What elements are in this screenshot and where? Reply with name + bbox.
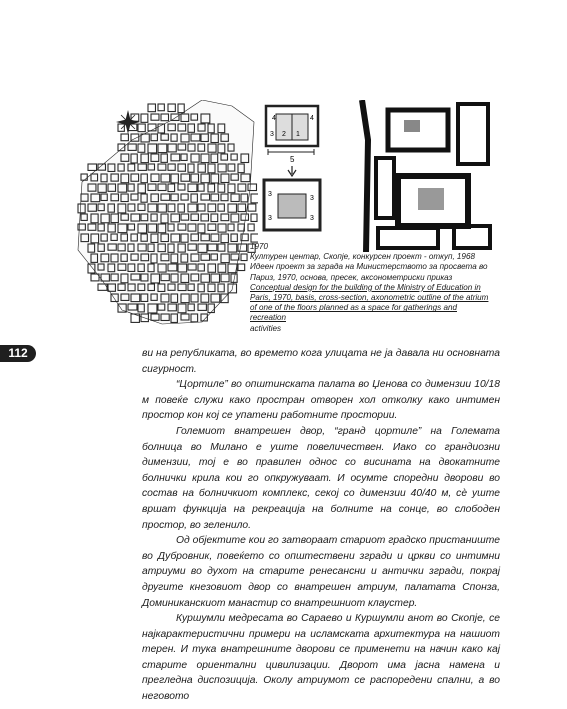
room-number: 3 bbox=[268, 191, 272, 198]
room-number: 3 bbox=[310, 195, 314, 202]
city-plan-figure bbox=[72, 100, 258, 326]
body-paragraph: Големиот внатрешен двор, “гранд цортиле” на Големата болница во Милано е уште повеличествен. Иако со грандиозни димензии, тој е во правилен однос со висината на двокатните болнички крила кои го опкружуваат. И осумте споредни дворови во состав на болничкиот комплекс, секој со димензии 40/40 м, сè уште вршат функција на рекреација на болните на сонце, во слободен простор, во зеленило. bbox=[142, 425, 500, 531]
city-block bbox=[88, 164, 97, 170]
room-number: 4 bbox=[272, 115, 276, 122]
body-paragraph: Куршумли медресата во Сараево и Куршумли анот во Скопје, се најкарактеристични примери на исламската архитектура на нашиот терен. И тука внатрешните дворови се применети на начин како кај старите ориентални цивилизации. Дворот има јасна намена и прегледна диспозиција. Околу атриумот се распоредени спални, а во неговото bbox=[142, 613, 500, 703]
city-block bbox=[241, 254, 247, 261]
city-block bbox=[158, 104, 164, 111]
body-paragraph: ви на републиката, во времето кога улицата не ја давала ни основната сигурност. bbox=[142, 348, 500, 375]
caption-mk-line1: Културен центар, Скопје, конкурсен проект - откуп, 1968 bbox=[250, 252, 475, 262]
room-number: 4 bbox=[310, 115, 314, 122]
city-block bbox=[161, 114, 168, 121]
city-block bbox=[251, 214, 257, 221]
city-block bbox=[121, 134, 128, 141]
room-number: 2 bbox=[282, 131, 286, 138]
caption-mk-line2: Идеен проект за зграда на Министерството за просвета во Париз, 1970, основа, пресек, аксонометриски приказ bbox=[250, 262, 488, 282]
city-block bbox=[118, 124, 124, 131]
scale-label: 5 bbox=[290, 155, 295, 164]
city-block bbox=[238, 264, 245, 271]
body-paragraph: Од објектите кои го затвораат стариот градско пристаниште во Дубровник, повеќето со општествени згради и цркви со интимни атриуми во духот на старите ренесансни и антички згради, покрај другите кнезовиот двор со внатрешен атриум, палатата Спонза, Доминиканскиот манастир со внатрешниот клаустер. bbox=[142, 535, 500, 609]
body-text bbox=[142, 346, 500, 705]
city-block bbox=[141, 114, 148, 122]
room-number: 1 bbox=[296, 131, 300, 138]
site-plan-figure bbox=[358, 100, 494, 252]
city-block bbox=[138, 124, 145, 132]
city-block bbox=[148, 104, 155, 112]
room-number: 3 bbox=[270, 131, 274, 138]
caption-year: 1970 bbox=[250, 242, 269, 251]
city-block bbox=[168, 104, 175, 112]
body-paragraph: “Цортиле” во општинската палата во Џенова со димензии 10/18 м повеќе служи како простран отворен хол отколку како интимен простор кон кој се упатени работните простории. bbox=[142, 379, 500, 422]
city-block bbox=[178, 104, 184, 113]
city-block bbox=[251, 234, 258, 242]
city-block bbox=[251, 194, 258, 203]
room-number: 3 bbox=[268, 215, 272, 222]
room-number: 3 bbox=[310, 215, 314, 222]
figure-caption bbox=[250, 242, 495, 334]
city-block bbox=[248, 204, 256, 211]
caption-en-line2: activities bbox=[250, 323, 282, 333]
building-plan-figure bbox=[262, 104, 322, 232]
caption-en-line1: Conceptual design for the building of the Ministry of Education in Paris, 1970, basis, cross-section, axonometric outline of the atrium of one of the floors planned as a space for gatherings and recreation bbox=[250, 282, 489, 323]
city-block bbox=[151, 114, 159, 120]
city-block bbox=[248, 224, 254, 231]
page-number: 112 bbox=[0, 345, 36, 362]
arrow-down-icon bbox=[288, 166, 296, 176]
